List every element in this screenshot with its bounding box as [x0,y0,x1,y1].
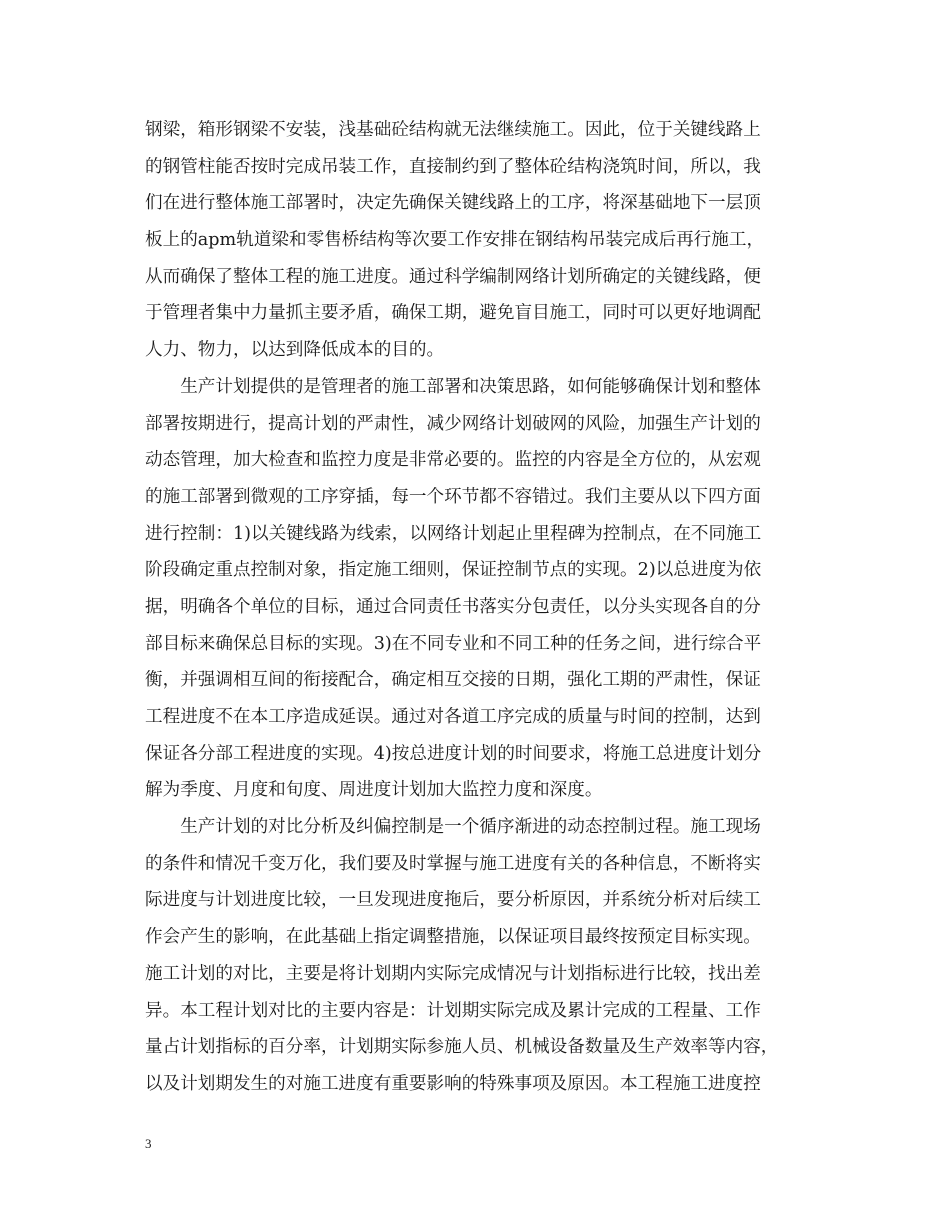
text-line: 部目标来确保总目标的实现。3)在不同专业和不同工种的任务之间，进行综合平 [145,633,762,654]
text-line: 工程进度不在本工序造成延误。通过对各道工序完成的质量与时间的控制，达到 [145,707,761,727]
text-line: 从而确保了整体工程的施工进度。通过科学编制网络计划所确定的关键线路，便 [145,266,761,287]
text-line: 于管理者集中力量抓主要矛盾，确保工期，避免盲目施工，同时可以更好地调配 [145,303,761,324]
text-line: 钢梁，箱形钢梁不安装，浅基础砼结构就无法继续施工。因此，位于关键线路上 [145,120,761,140]
text-line: 解为季度、月度和旬度、周进度计划加大监控力度和深度。 [145,780,603,801]
text-line: 部署按期进行，提高计划的严肃性，减少网络计划破网的风险，加强生产计划的 [145,413,761,434]
text-line: 的施工部署到微观的工序穿插，每一个环节都不容错过。我们主要从以下四方面 [145,486,761,507]
text-line: 保证各分部工程进度的实现。4)按总进度计划的时间要求，将施工总进度计划分 [145,743,762,764]
text-line: 际进度与计划进度比较，一旦发现进度拖后，要分析原因，并系统分析对后续工 [145,890,761,911]
text-line: 据，明确各个单位的目标，通过合同责任书落实分包责任，以分头实现各自的分 [145,596,761,617]
page-number: 3 [145,1136,152,1151]
text-line: 施工计划的对比，主要是将计划期内实际完成情况与计划指标进行比较，找出差 [145,963,761,984]
text-line: 作会产生的影响，在此基础上指定调整措施，以保证项目最终按预定目标实现。 [145,927,761,948]
text-line: 动态管理，加大检查和监控力度是非常必要的。监控的内容是全方位的，从宏观 [145,450,761,471]
text-line: 阶段确定重点控制对象，指定施工细则，保证控制节点的实现。2)以总进度为依 [145,560,762,581]
text-line: 板上的apm轨道梁和零售桥结构等次要工作安排在钢结构吊装完成后再行施工， [145,230,765,251]
text-line: 人力、物力，以达到降低成本的目的。 [145,340,445,361]
text-line: 异。本工程计划对比的主要内容是：计划期实际完成及累计完成的工程量、工作 [145,1000,761,1021]
text-line: 生产计划的对比分析及纠偏控制是一个循序渐进的动态控制过程。施工现场 [145,817,761,838]
text-line: 以及计划期发生的对施工进度有重要影响的特殊事项及原因。本工程施工进度控 [145,1073,761,1094]
text-line: 生产计划提供的是管理者的施工部署和决策思路，如何能够确保计划和整体 [145,376,761,397]
text-line: 量占计划指标的百分率，计划期实际参施人员、机械设备数量及生产效率等内容， [145,1037,779,1058]
text-line: 们在进行整体施工部署时，决定先确保关键线路上的工序，将深基础地下一层顶 [145,193,761,214]
text-line: 衡，并强调相互间的衔接配合，确定相互交接的日期，强化工期的严肃性，保证 [145,670,761,691]
text-line: 进行控制：1)以关键线路为线索，以网络计划起止里程碑为控制点，在不同施工 [145,523,762,544]
body-text [145,112,805,1103]
text-line: 的钢管柱能否按时完成吊装工作，直接制约到了整体砼结构浇筑时间，所以，我 [145,156,761,177]
text-line: 的条件和情况千变万化，我们要及时掌握与施工进度有关的各种信息，不断将实 [145,853,761,874]
